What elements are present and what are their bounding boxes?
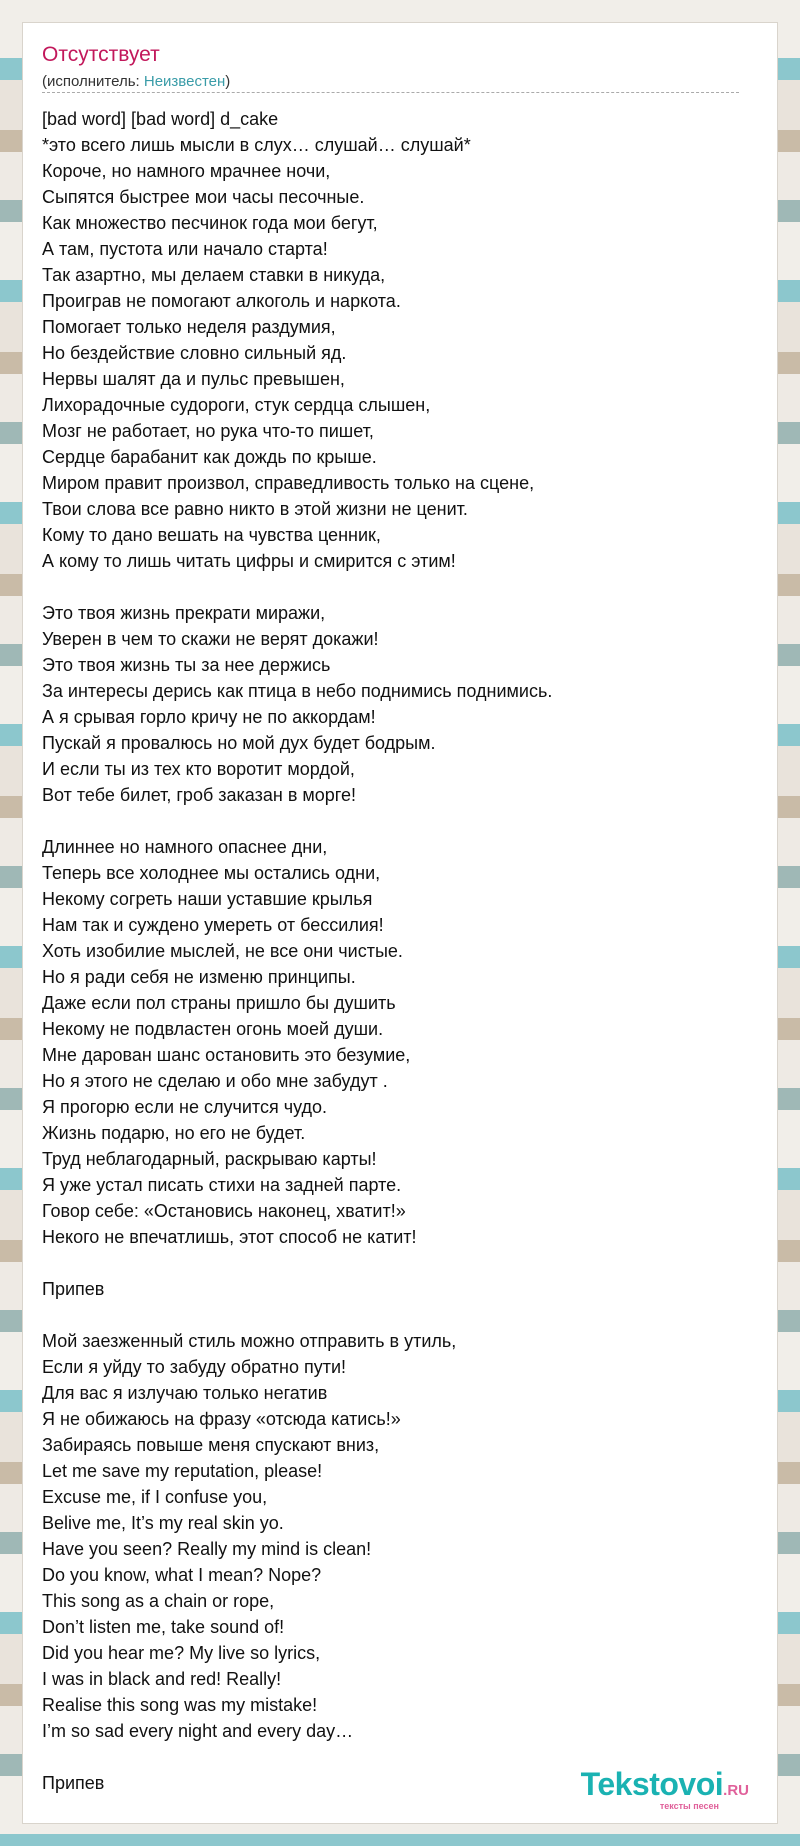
lyric-line <box>42 1250 757 1276</box>
lyric-line: Так азартно, мы делаем ставки в никуда, <box>42 265 386 285</box>
lyric-line: Let me save my reputation, please! <box>42 1461 323 1481</box>
lyric-line: *это всего лишь мысли в слух… слушай… слушай* <box>42 135 471 155</box>
lyric-line: Длиннее но намного опаснее дни, <box>42 837 328 857</box>
lyric-line: Сыпятся быстрее мои часы песочные. <box>42 187 365 207</box>
lyric-line: Как множество песчинок года мои бегут, <box>42 213 378 233</box>
lyric-line: Припев <box>42 1773 105 1793</box>
lyric-line: И если ты из тех кто воротит мордой, <box>42 759 355 779</box>
lyric-line: Некому согреть наши уставшие крылья <box>42 889 373 909</box>
artist-suffix: ) <box>225 73 231 90</box>
lyric-line: Миром правит произвол, справедливость только на сцене, <box>42 473 535 493</box>
logo-tagline: тексты песен <box>659 1801 719 1811</box>
lyric-line: Я прогорю если не случится чудо. <box>42 1097 328 1117</box>
lyric-line: Но я этого не сделаю и обо мне забудут . <box>42 1071 388 1091</box>
lyric-line: Excuse me, if I confuse you, <box>42 1487 268 1507</box>
lyric-line: А там, пустота или начало старта! <box>42 239 328 259</box>
lyric-line: Это твоя жизнь ты за нее держись <box>42 655 331 675</box>
lyric-line: Мозг не работает, но рука что-то пишет, <box>42 421 374 441</box>
lyric-line: Нервы шалят да и пульс превышен, <box>42 369 345 389</box>
lyric-line: Припев <box>42 1279 105 1299</box>
lyric-line: I was in black and red! Really! <box>42 1669 282 1689</box>
lyric-line: Говор себе: «Остановись наконец, хватит!» <box>42 1201 406 1221</box>
lyric-line: Некого не впечатлишь, этот способ не катит! <box>42 1227 417 1247</box>
lyric-line: Лихорадочные судороги, стук сердца слышен, <box>42 395 431 415</box>
lyric-line: This song as a chain or rope, <box>42 1591 275 1611</box>
lyric-line: Для вас я излучаю только негатив <box>42 1383 328 1403</box>
logo-tld: .RU <box>723 1782 749 1799</box>
logo-name: Tekstovoi <box>580 1766 724 1802</box>
lyric-line: Мне дарован шанс остановить это безумие, <box>42 1045 411 1065</box>
lyric-line: Но бездействие словно сильный яд. <box>42 343 347 363</box>
site-logo[interactable] <box>581 1767 749 1811</box>
lyric-line: Нам так и суждено умереть от бессилия! <box>42 915 384 935</box>
lyric-line: Кому то дано вешать на чувства ценник, <box>42 525 381 545</box>
lyric-line: Вот тебе билет, гроб заказан в морге! <box>42 785 356 805</box>
lyric-line: Пускай я провалюсь но мой дух будет бодрым. <box>42 733 436 753</box>
lyric-line: [bad word] [bad word] d_cake <box>42 109 279 129</box>
lyric-line: Did you hear me? My live so lyrics, <box>42 1643 321 1663</box>
lyrics-text <box>42 106 757 1796</box>
lyric-line: Теперь все холоднее мы остались одни, <box>42 863 381 883</box>
lyric-line: Хоть изобилие мыслей, не все они чистые. <box>42 941 403 961</box>
lyric-line <box>42 808 757 834</box>
lyric-line: Realise this song was my mistake! <box>42 1695 318 1715</box>
lyric-line: А кому то лишь читать цифры и смирится с этим! <box>42 551 456 571</box>
lyric-line: Уверен в чем то скажи не верят докажи! <box>42 629 379 649</box>
lyric-line: Have you seen? Really my mind is clean! <box>42 1539 372 1559</box>
lyric-line: Это твоя жизнь прекрати миражи, <box>42 603 326 623</box>
lyric-line: Твои слова все равно никто в этой жизни не ценит. <box>42 499 468 519</box>
lyric-line: Проиграв не помогают алкоголь и наркота. <box>42 291 401 311</box>
artist-link[interactable]: Неизвестен <box>143 73 226 90</box>
lyrics-card <box>22 22 778 1824</box>
lyric-line: Если я уйду то забуду обратно пути! <box>42 1357 346 1377</box>
song-title: Отсутствует <box>42 43 160 66</box>
lyric-line: Я уже устал писать стихи на задней парте. <box>42 1175 402 1195</box>
lyric-line <box>42 574 757 600</box>
lyric-line: А я срывая горло кричу не по аккордам! <box>42 707 376 727</box>
artist-prefix: (исполнитель: <box>42 73 144 90</box>
divider <box>42 92 739 93</box>
lyric-line: Помогает только неделя раздумия, <box>42 317 336 337</box>
lyric-line: Некому не подвластен огонь моей души. <box>42 1019 384 1039</box>
lyric-line: Сердце барабанит как дождь по крыше. <box>42 447 377 467</box>
lyric-line: Do you know, what I mean? Nope? <box>42 1565 322 1585</box>
lyric-line: Короче, но намного мрачнее ночи, <box>42 161 331 181</box>
lyric-line: Но я ради себя не изменю принципы. <box>42 967 356 987</box>
lyric-line: За интересы дерись как птица в небо поднимись поднимись. <box>42 681 553 701</box>
lyric-line: Don’t listen me, take sound of! <box>42 1617 285 1637</box>
lyric-line: Даже если пол страны пришло бы душить <box>42 993 396 1013</box>
lyric-line: I’m so sad every night and every day… <box>42 1721 354 1741</box>
lyric-line <box>42 1302 757 1328</box>
lyric-line: Я не обижаюсь на фразу «отсюда катись!» <box>42 1409 401 1429</box>
lyric-line: Belive me, It’s my real skin yo. <box>42 1513 284 1533</box>
artist-line <box>42 73 230 90</box>
lyric-line: Забираясь повыше меня спускают вниз, <box>42 1435 380 1455</box>
lyric-line: Мой заезженный стиль можно отправить в утиль, <box>42 1331 457 1351</box>
lyric-line: Труд неблагодарный, раскрываю карты! <box>42 1149 377 1169</box>
lyric-line: Жизнь подарю, но его не будет. <box>42 1123 306 1143</box>
